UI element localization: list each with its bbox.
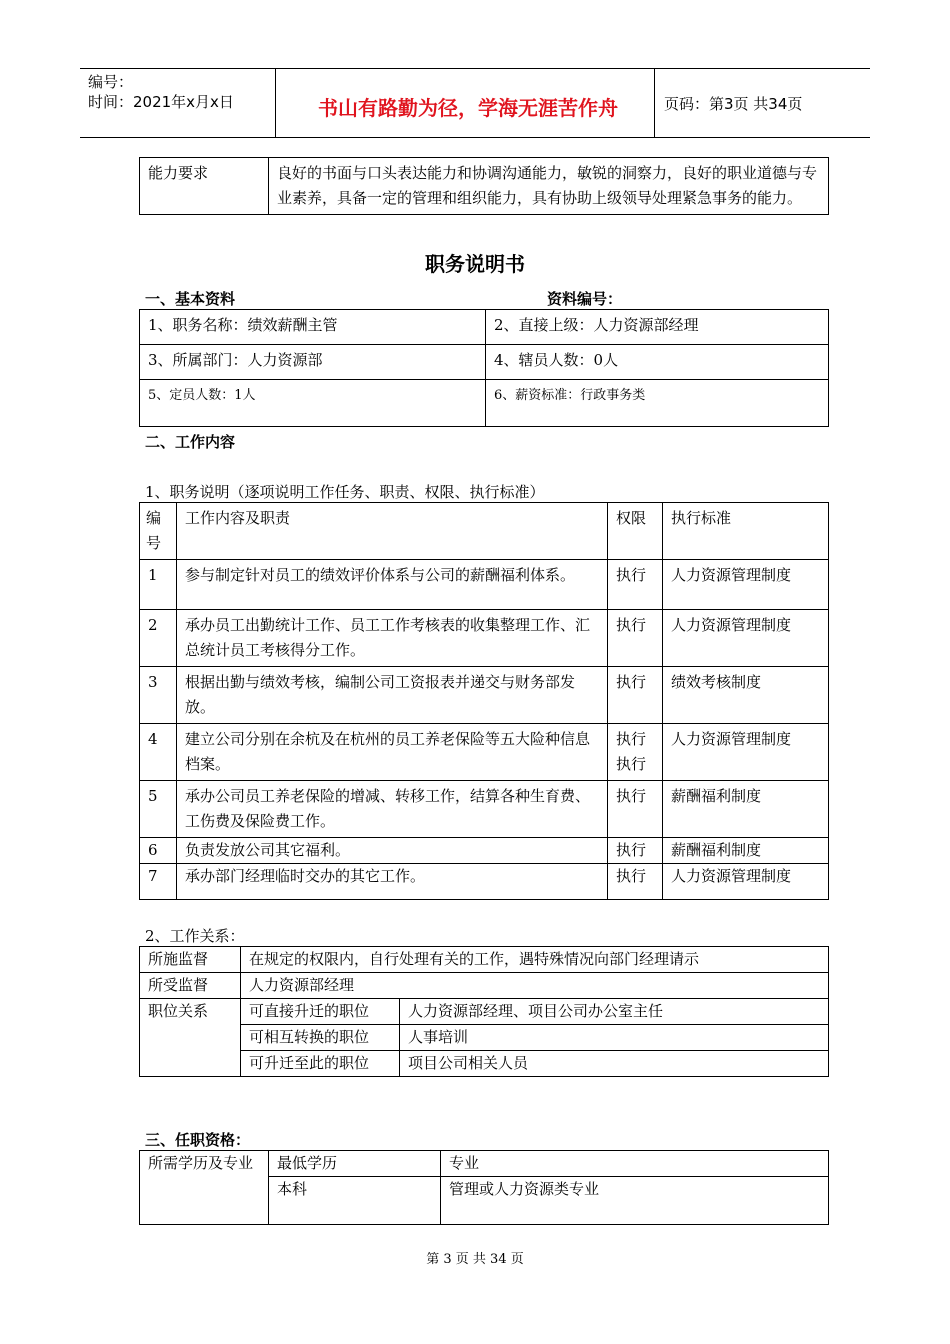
table-row [140, 838, 829, 864]
table-row [140, 610, 829, 667]
row-no: 2 [140, 610, 177, 667]
section-work-heading: 二、工作内容 [145, 433, 236, 451]
position-value: 人力资源部经理、项目公司办公室主任 [400, 999, 829, 1025]
table-row [140, 724, 829, 781]
table-row [140, 560, 829, 610]
page-footer: 第 3 页 共 34 页 [426, 1252, 524, 1267]
doc-time-label: 时间：2021年x月x日 [88, 93, 234, 111]
row-auth: 执行 执行 [608, 724, 663, 781]
row-no: 4 [140, 724, 177, 781]
supervised-text: 人力资源部经理 [241, 973, 829, 999]
row-std: 绩效考核制度 [663, 667, 829, 724]
row-auth: 执行 [608, 838, 663, 864]
row-no: 3 [140, 667, 177, 724]
position-label: 职位关系 [140, 999, 241, 1077]
row-content: 参与制定针对员工的绩效评价体系与公司的薪酬福利体系。 [177, 560, 608, 610]
row-auth: 执行 [608, 610, 663, 667]
major-value: 管理或人力资源类专业 [441, 1177, 829, 1225]
supervise-text: 在规定的权限内，自行处理有关的工作，遇特殊情况向部门经理请示 [241, 947, 829, 973]
col-header-std: 执行标准 [663, 503, 829, 560]
ability-label: 能力要求 [140, 158, 269, 215]
row-std: 人力资源管理制度 [663, 610, 829, 667]
basic-cell: 3、所属部门：人力资源部 [140, 345, 486, 380]
basic-cell: 6、薪资标准：行政事务类 [486, 380, 829, 427]
section-qualification-heading: 三、任职资格： [145, 1131, 251, 1149]
table-row [140, 864, 829, 900]
col-header-content: 工作内容及职责 [177, 503, 608, 560]
ability-text: 良好的书面与口头表达能力和协调沟通能力，敏锐的洞察力，良好的职业道德与专业素养，具备一定的管理和组织能力，具有协助上级领导处理紧急事务的能力。 [269, 158, 829, 215]
row-no: 6 [140, 838, 177, 864]
row-std: 人力资源管理制度 [663, 864, 829, 900]
row-std: 薪酬福利制度 [663, 781, 829, 838]
row-content: 建立公司分别在余杭及在杭州的员工养老保险等五大险种信息档案。 [177, 724, 608, 781]
relations-subheading: 2、工作关系： [145, 927, 245, 945]
row-auth: 执行 [608, 560, 663, 610]
edu-label: 所需学历及专业 [140, 1151, 269, 1225]
major-label: 专业 [441, 1151, 829, 1177]
qualification-table [139, 1150, 829, 1225]
row-auth: 执行 [608, 864, 663, 900]
relations-table [139, 946, 829, 1077]
header-motto: 书山有路勤为径，学海无涯苦作舟 [318, 96, 618, 120]
min-edu-label: 最低学历 [269, 1151, 441, 1177]
basic-cell: 5、定员人数：1人 [140, 380, 486, 427]
row-std: 人力资源管理制度 [663, 724, 829, 781]
row-std: 人力资源管理制度 [663, 560, 829, 610]
basic-cell: 1、职务名称：绩效薪酬主管 [140, 310, 486, 345]
basic-cell: 2、直接上级：人力资源部经理 [486, 310, 829, 345]
header-page-info: 页码：第3页 共34页 [664, 95, 803, 113]
supervised-label: 所受监督 [140, 973, 241, 999]
header-divider [654, 69, 655, 137]
doc-no-label: 资料编号： [547, 290, 623, 308]
position-value: 人事培训 [400, 1025, 829, 1051]
basic-cell: 4、辖员人数：0人 [486, 345, 829, 380]
position-type: 可相互转换的职位 [241, 1025, 400, 1051]
col-header-auth: 权限 [608, 503, 663, 560]
row-no: 5 [140, 781, 177, 838]
position-type: 可直接升迁的职位 [241, 999, 400, 1025]
row-content: 承办员工出勤统计工作、员工工作考核表的收集整理工作、汇总统计员工考核得分工作。 [177, 610, 608, 667]
header-meta [88, 72, 234, 112]
row-no: 1 [140, 560, 177, 610]
duties-subheading: 1、职务说明（逐项说明工作任务、职责、权限、执行标准） [145, 483, 545, 501]
row-content: 承办公司员工养老保险的增减、转移工作，结算各种生育费、工伤费及保险费工作。 [177, 781, 608, 838]
doc-number-label: 编号： [88, 73, 134, 91]
document-title: 职务说明书 [425, 252, 525, 276]
supervise-label: 所施监督 [140, 947, 241, 973]
row-content: 负责发放公司其它福利。 [177, 838, 608, 864]
section-basic-heading: 一、基本资料 [145, 290, 236, 308]
position-value: 项目公司相关人员 [400, 1051, 829, 1077]
row-auth: 执行 [608, 781, 663, 838]
basic-info-table [139, 309, 829, 427]
row-auth: 执行 [608, 667, 663, 724]
col-header-no: 编号 [140, 503, 177, 560]
ability-table [139, 157, 829, 215]
position-type: 可升迁至此的职位 [241, 1051, 400, 1077]
row-content: 根据出勤与绩效考核，编制公司工资报表并递交与财务部发放。 [177, 667, 608, 724]
row-no: 7 [140, 864, 177, 900]
table-row [140, 667, 829, 724]
min-edu-value: 本科 [269, 1177, 441, 1225]
table-row [140, 781, 829, 838]
row-std: 薪酬福利制度 [663, 838, 829, 864]
row-content: 承办部门经理临时交办的其它工作。 [177, 864, 608, 900]
header-divider [275, 69, 276, 137]
duties-table [139, 502, 829, 900]
